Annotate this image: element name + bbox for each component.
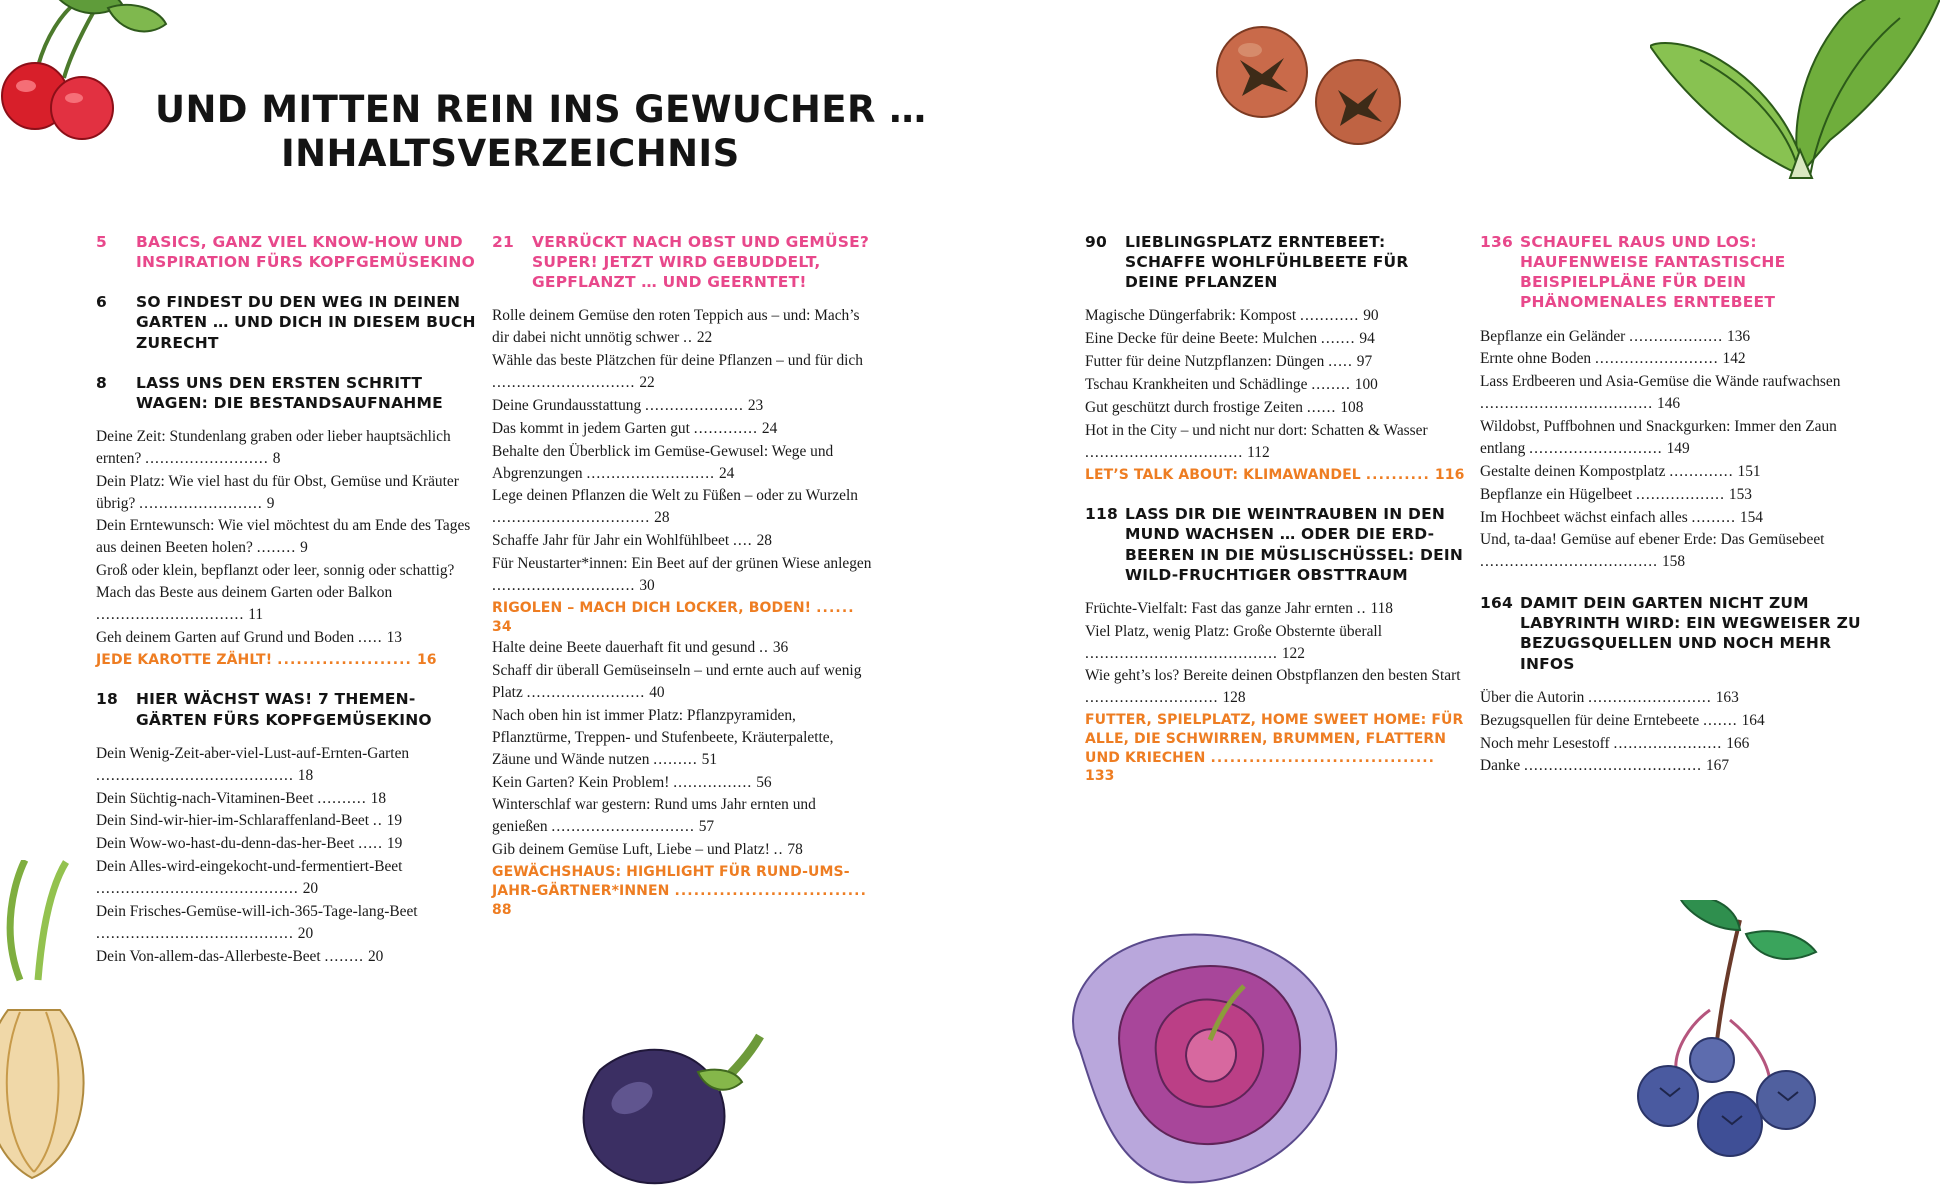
toc-entry-title: Winterschlaf war gestern: Rund ums Jahr ernten und genießen: [492, 796, 816, 836]
toc-entry-title: Und, ta-daa! Gemüse auf ebener Erde: Das Gemüsebeet: [1480, 531, 1825, 549]
toc-entry-title: Bepflanze ein Geländer: [1480, 327, 1630, 345]
toc-entry-title: Schaff dir überall Gemüseinseln – und ernte auch auf wenig Platz: [492, 662, 862, 702]
toc-entry-title: Wähle das beste Plätzchen für deine Pflanzen – und für dich: [492, 352, 863, 370]
toc-entry-page: 128: [1218, 689, 1246, 707]
toc-chapter: [96, 373, 478, 670]
toc-entry-title: Dein Sind-wir-hier-im-Schlaraffenland-Beet: [96, 812, 373, 830]
toc-entry-page: 23: [743, 396, 764, 414]
toc-entry-page: 19: [382, 812, 403, 830]
toc-entry-page: 40: [645, 684, 665, 702]
toc-entry-title: Lege deinen Pflanzen die Welt zu Füßen – oder zu Wurzeln: [492, 487, 858, 505]
toc-entry[interactable]: [96, 901, 478, 945]
toc-entry-page: 30: [635, 576, 655, 594]
toc-entry[interactable]: [492, 350, 874, 394]
toc-entry-page: 116: [1429, 466, 1465, 483]
chapter-heading[interactable]: [1085, 504, 1465, 585]
toc-entry-title: LET’S TALK ABOUT: KLIMAWANDEL: [1085, 466, 1366, 483]
toc-entry[interactable]: [96, 946, 478, 968]
toc-entry[interactable]: [1085, 466, 1465, 485]
toc-entry-page: 22: [692, 329, 713, 347]
toc-entry-page: 28: [650, 509, 670, 527]
toc-entry[interactable]: [1480, 529, 1865, 573]
toc-chapter: [1480, 593, 1865, 777]
toc-leader-dots: ...................................: [1480, 395, 1654, 413]
toc-entry[interactable]: [1480, 484, 1865, 506]
toc-entry[interactable]: [492, 863, 874, 919]
chapter-page-number: 21: [492, 233, 514, 251]
toc-entry[interactable]: [492, 599, 874, 637]
toc-leader-dots: ..: [683, 329, 693, 347]
toc-entry-page: 57: [694, 818, 715, 836]
toc-entry-page: 163: [1711, 688, 1739, 706]
toc-entry-page: 8: [268, 449, 281, 467]
toc-entry[interactable]: [1480, 710, 1865, 732]
toc-entry-title: Dein Wenig-Zeit-aber-viel-Lust-auf-Ernten-Garten: [96, 744, 410, 762]
toc-entry-title: Rolle deinem Gemüse den roten Teppich aus – und: Mach’s dir dabei nicht unnötig schwer: [492, 307, 860, 347]
toc-entry[interactable]: [1085, 711, 1465, 786]
toc-chapter: [1480, 232, 1865, 573]
chapter-title: BASICS, GANZ VIEL KNOW-HOW UND INSPIRATION FÜRS KOPFGEMÜSEKINO: [136, 233, 475, 272]
toc-entry-title: Geh deinem Garten auf Grund und Boden: [96, 628, 358, 646]
toc-entry-title: Dein Erntewunsch: Wie viel möchtest du am Ende des Tages aus deinen Beeten holen?: [96, 517, 471, 557]
toc-entry-page: 166: [1722, 734, 1750, 752]
toc-leader-dots: .............................: [551, 818, 695, 836]
toc-leader-dots: .....: [358, 835, 384, 853]
chapter-heading[interactable]: [96, 373, 478, 413]
toc-entry[interactable]: [492, 839, 874, 861]
toc-entry-title: Behalte den Überblick im Gemüse-Gewusel: Wege und Abgrenzungen: [492, 442, 834, 482]
toc-leader-dots: ......: [1306, 398, 1337, 416]
toc-entry[interactable]: [1085, 621, 1465, 665]
chapter-title: DAMIT DEIN GARTEN NICHT ZUM LABYRINTH WIRD: EIN WEGWEISER ZU BEZUGSQUELLEN UND NOCH MEHR INFOS: [1520, 594, 1861, 673]
toc-entry-page: 158: [1658, 553, 1686, 571]
toc-entry-page: 56: [752, 773, 772, 791]
toc-entry[interactable]: [492, 305, 874, 349]
toc-leader-dots: ......................: [1613, 734, 1723, 752]
toc-entry-page: 9: [262, 494, 275, 512]
toc-entry-page: 18: [366, 789, 387, 807]
toc-entry-page: 9: [296, 539, 308, 557]
toc-leader-dots: ..........................: [586, 464, 716, 482]
toc-entry-page: 146: [1653, 395, 1681, 413]
toc-entry[interactable]: [1085, 328, 1465, 350]
chapter-page-number: 90: [1085, 233, 1107, 251]
toc-leader-dots: .......: [1320, 330, 1356, 348]
toc-entry-title: Dein Alles-wird-eingekocht-und-fermentiert-Beet: [96, 858, 403, 876]
toc-entry-page: 19: [383, 835, 403, 853]
toc-leader-dots: ..................: [1635, 485, 1726, 503]
toc-entry-title: Gestalte deinen Kompostplatz: [1480, 462, 1670, 480]
toc-leader-dots: ................: [673, 773, 753, 791]
aubergine-illustration: [570, 1010, 780, 1190]
toc-leader-dots: .......: [1703, 711, 1738, 729]
toc-leader-dots: .........................................: [96, 880, 299, 898]
toc-leader-dots: ........................................: [96, 766, 294, 784]
toc-entry-title: Tschau Krankheiten und Schädlinge: [1085, 376, 1312, 394]
toc-entry[interactable]: [96, 515, 478, 559]
toc-entry-page: 51: [697, 750, 718, 768]
chapter-heading[interactable]: [96, 232, 478, 272]
toc-entry-page: 122: [1277, 644, 1305, 662]
toc-entry-page: 108: [1336, 398, 1364, 416]
toc-leader-dots: ................................: [1085, 443, 1244, 461]
toc-leader-dots: ....................: [645, 396, 744, 414]
toc-entry[interactable]: [1085, 598, 1465, 620]
toc-leader-dots: ...........................: [1085, 689, 1219, 707]
toc-leader-dots: ..: [1356, 599, 1367, 617]
toc-entry-page: 136: [1723, 327, 1751, 345]
toc-entry-title: Dein Frisches-Gemüse-will-ich-365-Tage-lang-Beet: [96, 902, 418, 920]
headline-line-2: INHALTSVERZEICHNIS: [281, 131, 740, 175]
toc-entry-title: Gut geschützt durch frostige Zeiten: [1085, 398, 1307, 416]
toc-entry-title: Früchte-Vielfalt: Fast das ganze Jahr ernten: [1085, 599, 1357, 617]
toc-entry-title: Dein Platz: Wie viel hast du für Obst, Gemüse und Kräuter übrig?: [96, 472, 459, 512]
toc-entry-page: 36: [769, 639, 789, 657]
toc-leader-dots: ........: [256, 539, 297, 557]
toc-entry[interactable]: [1085, 420, 1465, 464]
toc-entry[interactable]: [1480, 687, 1865, 709]
toc-entry[interactable]: [96, 426, 478, 470]
toc-leader-dots: ..........: [1365, 466, 1430, 483]
toc-entry-page: 20: [298, 880, 319, 898]
toc-entry-page: 133: [1085, 768, 1115, 785]
chapter-title: VERRÜCKT NACH OBST UND GEMÜSE? SUPER! JETZT WIRD GEBUDDELT, GEPFLANZT … UND GEERNTET!: [532, 233, 870, 292]
toc-entry[interactable]: [492, 705, 874, 771]
toc-entry-title: Wildobst, Puffbohnen und Snackgurken: Immer den Zaun entlang: [1480, 418, 1837, 457]
toc-entry-page: 151: [1733, 462, 1761, 480]
toc-entry-title: Halte deine Beete dauerhaft fit und gesund: [492, 639, 760, 657]
toc-entry[interactable]: [1085, 374, 1465, 396]
chapter-heading[interactable]: [96, 292, 478, 352]
toc-entry[interactable]: [1480, 326, 1865, 348]
toc-entry[interactable]: [1480, 755, 1865, 777]
medlar-fruit-illustration: [1200, 10, 1430, 170]
toc-entry-page: 112: [1243, 443, 1270, 461]
toc-entry[interactable]: [1085, 351, 1465, 373]
toc-leader-dots: ..: [773, 841, 784, 859]
toc-leader-dots: ..: [759, 639, 770, 657]
toc-entry[interactable]: [1480, 348, 1865, 370]
toc-entry-title: Über die Autorin: [1480, 688, 1589, 706]
toc-entry-page: 20: [293, 924, 314, 942]
toc-entry[interactable]: [1480, 733, 1865, 755]
toc-leader-dots: .........................: [145, 449, 269, 467]
toc-entry[interactable]: [492, 660, 874, 704]
toc-entry-title: Dein Von-allem-das-Allerbeste-Beet: [96, 947, 325, 965]
toc-leader-dots: .............................: [492, 374, 636, 392]
toc-entry-page: 18: [293, 766, 314, 784]
toc-entry-page: 167: [1702, 757, 1730, 775]
toc-entry-page: 153: [1725, 485, 1752, 503]
toc-entry[interactable]: [96, 856, 478, 900]
toc-entry[interactable]: [1085, 305, 1465, 327]
toc-entry-title: Ernte ohne Boden: [1480, 350, 1595, 368]
toc-entry-page: 164: [1737, 711, 1765, 729]
toc-entry-title: RIGOLEN – MACH DICH LOCKER, BODEN!: [492, 599, 817, 616]
chapter-page-number: 136: [1480, 233, 1513, 251]
berries-illustration: [1590, 900, 1870, 1190]
toc-leader-dots: ........................................: [96, 924, 294, 942]
toc-column-2: [492, 232, 874, 939]
chapter-heading[interactable]: [1480, 593, 1865, 674]
toc-leader-dots: ...........................: [1529, 439, 1663, 457]
toc-entry[interactable]: [492, 485, 874, 529]
toc-column-3: [1085, 232, 1465, 806]
chapter-page-number: 8: [96, 373, 107, 392]
toc-leader-dots: ...................: [1629, 327, 1724, 345]
toc-entry[interactable]: [492, 441, 874, 485]
chapter-title: SCHAUFEL RAUS UND LOS: HAUFENWEISE FANTASTISCHE BEISPIELPLÄNE FÜR DEIN PHÄNOMENALES ERNTEBEET: [1520, 233, 1786, 312]
toc-leader-dots: .........: [1691, 508, 1737, 526]
toc-leader-dots: ............: [1300, 307, 1360, 325]
toc-entry-title: GEWÄCHSHAUS: HIGHLIGHT FÜR RUND-UMS-JAHR-GÄRTNER*INNEN: [492, 864, 850, 899]
toc-entry-title: Dein Wow-wo-hast-du-denn-das-her-Beet: [96, 835, 359, 853]
toc-leader-dots: ........: [1311, 376, 1351, 394]
toc-leader-dots: .....: [1328, 353, 1353, 371]
toc-entry-title: Magische Düngerfabrik: Kompost: [1085, 307, 1300, 325]
toc-column-1: [96, 232, 478, 988]
toc-entry[interactable]: [1480, 507, 1865, 529]
page-title: [155, 88, 1055, 175]
toc-leader-dots: ..........: [317, 789, 367, 807]
chapter-page-number: 18: [96, 690, 118, 709]
toc-entry[interactable]: [1085, 665, 1465, 709]
toc-entry-page: 149: [1662, 439, 1690, 457]
toc-leader-dots: .......................................: [1085, 644, 1278, 662]
toc-leader-dots: .....: [358, 628, 383, 646]
toc-entry-page: 20: [364, 947, 384, 965]
toc-entry-page: 90: [1359, 307, 1379, 325]
toc-entry-page: 24: [758, 419, 778, 437]
toc-entry-page: 22: [635, 374, 655, 392]
toc-entry[interactable]: [492, 772, 874, 794]
toc-entry[interactable]: [1480, 371, 1865, 415]
toc-entry-page: 118: [1366, 599, 1394, 617]
toc-entry[interactable]: [96, 471, 478, 515]
toc-entry-page: 28: [752, 532, 772, 550]
toc-entry-page: 154: [1736, 508, 1763, 526]
toc-entry-title: Das kommt in jedem Garten gut: [492, 419, 694, 437]
leafy-greens-illustration: [1650, 0, 1940, 180]
toc-leader-dots: .............: [693, 419, 759, 437]
toc-entry-page: 100: [1350, 376, 1378, 394]
toc-entry[interactable]: [1480, 416, 1865, 460]
toc-entry-page: 13: [382, 628, 402, 646]
toc-entry-title: JEDE KAROTTE ZÄHLT!: [96, 651, 278, 668]
toc-entry-title: Groß oder klein, bepflanzt oder leer, sonnig oder schattig? Mach das Beste aus deinem Garten oder Balkon: [96, 562, 455, 602]
headline-line-1: UND MITTEN REIN INS GEWUCHER …: [155, 88, 927, 131]
toc-leader-dots: .....................: [277, 651, 412, 668]
toc-leader-dots: ..............................: [96, 605, 245, 623]
toc-entry-title: Deine Grundausstattung: [492, 396, 646, 414]
toc-entry-title: Gib deinem Gemüse Luft, Liebe – und Platz!: [492, 841, 774, 859]
toc-entry-page: 78: [783, 841, 803, 859]
chapter-title: LASS DIR DIE WEINTRAUBEN IN DEN MUND WACHSEN … ODER DIE ERD-BEEREN IN DIE MÜSLISCHÜSSEL: DEIN WILD-FRUCHTIGER OBSTTRAUM: [1125, 505, 1464, 584]
toc-leader-dots: .........................: [139, 494, 263, 512]
toc-entry-title: Eine Decke für deine Beete: Mulchen: [1085, 330, 1321, 348]
toc-entry-title: Schaffe Jahr für Jahr ein Wohlfühlbeet: [492, 532, 733, 550]
toc-entry-title: Wie geht’s los? Bereite deinen Obstpflanzen den besten Start: [1085, 667, 1461, 685]
chapter-title: HIER WÄCHST WAS! 7 THEMEN-GÄRTEN FÜRS KOPFGEMÜSEKINO: [136, 690, 432, 729]
red-cabbage-illustration: [1060, 930, 1350, 1190]
toc-entry-page: 24: [715, 464, 735, 482]
toc-entry-title: Danke: [1480, 757, 1525, 775]
toc-chapter: [96, 232, 478, 272]
toc-entry-title: Futter für deine Nutzpflanzen: Düngen: [1085, 353, 1329, 371]
toc-entry[interactable]: [96, 651, 478, 670]
chapter-page-number: 164: [1480, 594, 1513, 613]
toc-entry[interactable]: [1480, 461, 1865, 483]
toc-entry[interactable]: [96, 833, 478, 855]
toc-chapter: [96, 689, 478, 967]
chapter-title: LIEBLINGSPLATZ ERNTEBEET: SCHAFFE WOHLFÜHLBEETE FÜR DEINE PFLANZEN: [1125, 233, 1409, 292]
toc-entry-title: FUTTER, SPIELPLATZ, HOME SWEET HOME: FÜR ALLE, DIE SCHWIRREN, BRUMMEN, FLATTERN UND KRIECHEN: [1085, 712, 1464, 766]
toc-entry[interactable]: [96, 560, 478, 626]
toc-chapter: [1085, 232, 1465, 484]
toc-leader-dots: ......: [816, 599, 855, 616]
chapter-heading[interactable]: [1085, 232, 1465, 292]
toc-entry-title: Dein Süchtig-nach-Vitaminen-Beet: [96, 789, 318, 807]
chapter-title: LASS UNS DEN ERSTEN SCHRITT WAGEN: DIE BESTANDSAUFNAHME: [136, 373, 443, 412]
toc-entry[interactable]: [492, 395, 874, 417]
toc-entry-title: Für Neustarter*innen: Ein Beet auf der grünen Wiese anlegen: [492, 555, 872, 573]
toc-entry[interactable]: [492, 530, 874, 552]
chapter-title: SO FINDEST DU DEN WEG IN DEINEN GARTEN … UND DICH IN DIESEM BUCH ZURECHT: [136, 293, 476, 352]
toc-entry-page: 16: [411, 651, 437, 668]
toc-entry-title: Bepflanze ein Hügelbeet: [1480, 485, 1636, 503]
toc-entry[interactable]: [96, 788, 478, 810]
toc-entry[interactable]: [1085, 397, 1465, 419]
toc-entry-title: Noch mehr Lesestoff: [1480, 734, 1614, 752]
toc-leader-dots: .............................: [492, 576, 636, 594]
toc-chapter: [96, 292, 478, 352]
chapter-page-number: 118: [1085, 505, 1118, 524]
toc-leader-dots: .........................: [1588, 688, 1712, 706]
toc-entry[interactable]: [492, 794, 874, 838]
toc-entry-title: Nach oben hin ist immer Platz: Pflanzpyramiden, Pflanztürme, Treppen- und Stufenbeete, Kräuterpalette, Zäune und Wände nutzen: [492, 706, 834, 768]
toc-leader-dots: ..: [372, 812, 383, 830]
toc-leader-dots: ....................................: [1524, 757, 1703, 775]
chapter-page-number: 5: [96, 233, 107, 251]
toc-entry[interactable]: [492, 418, 874, 440]
toc-leader-dots: ................................: [492, 509, 651, 527]
toc-entry-page: 97: [1352, 353, 1373, 371]
toc-entry[interactable]: [492, 553, 874, 597]
toc-entry-title: Viel Platz, wenig Platz: Große Obsternte überall: [1085, 622, 1382, 640]
toc-column-4: [1480, 232, 1865, 797]
toc-leader-dots: ..............................: [674, 882, 868, 899]
toc-leader-dots: .............: [1669, 462, 1734, 480]
toc-entry-title: Lass Erdbeeren und Asia-Gemüse die Wände raufwachsen: [1480, 373, 1841, 391]
toc-entry[interactable]: [96, 743, 478, 787]
toc-chapter: [492, 232, 874, 919]
toc-entry-page: 88: [492, 901, 512, 918]
toc-leader-dots: ........................: [526, 684, 646, 702]
toc-leader-dots: .........: [653, 750, 698, 768]
chapter-heading[interactable]: [1480, 232, 1865, 313]
toc-entry-page: 94: [1355, 330, 1375, 348]
toc-entry-title: Im Hochbeet wächst einfach alles: [1480, 508, 1692, 526]
toc-leader-dots: ....: [732, 532, 753, 550]
toc-entry[interactable]: [96, 627, 478, 649]
chapter-heading[interactable]: [492, 232, 874, 292]
toc-leader-dots: ....................................: [1480, 553, 1659, 571]
toc-entry[interactable]: [96, 810, 478, 832]
chapter-heading[interactable]: [96, 689, 478, 729]
toc-entry-page: 11: [244, 605, 264, 623]
toc-entry-page: 34: [492, 618, 512, 635]
toc-entry-title: Deine Zeit: Stundenlang graben oder lieber hauptsächlich ernten?: [96, 427, 451, 467]
chapter-page-number: 6: [96, 293, 107, 312]
toc-chapter: [1085, 504, 1465, 786]
toc-leader-dots: ........: [324, 947, 365, 965]
toc-leader-dots: ...................................: [1210, 749, 1436, 766]
toc-entry-title: Kein Garten? Kein Problem!: [492, 773, 674, 791]
toc-entry[interactable]: [492, 637, 874, 659]
toc-entry-title: Hot in the City – und nicht nur dort: Schatten & Wasser: [1085, 421, 1428, 439]
toc-entry-page: 142: [1718, 350, 1746, 368]
toc-leader-dots: .........................: [1594, 350, 1719, 368]
toc-entry-title: Bezugsquellen für deine Erntebeete: [1480, 711, 1704, 729]
